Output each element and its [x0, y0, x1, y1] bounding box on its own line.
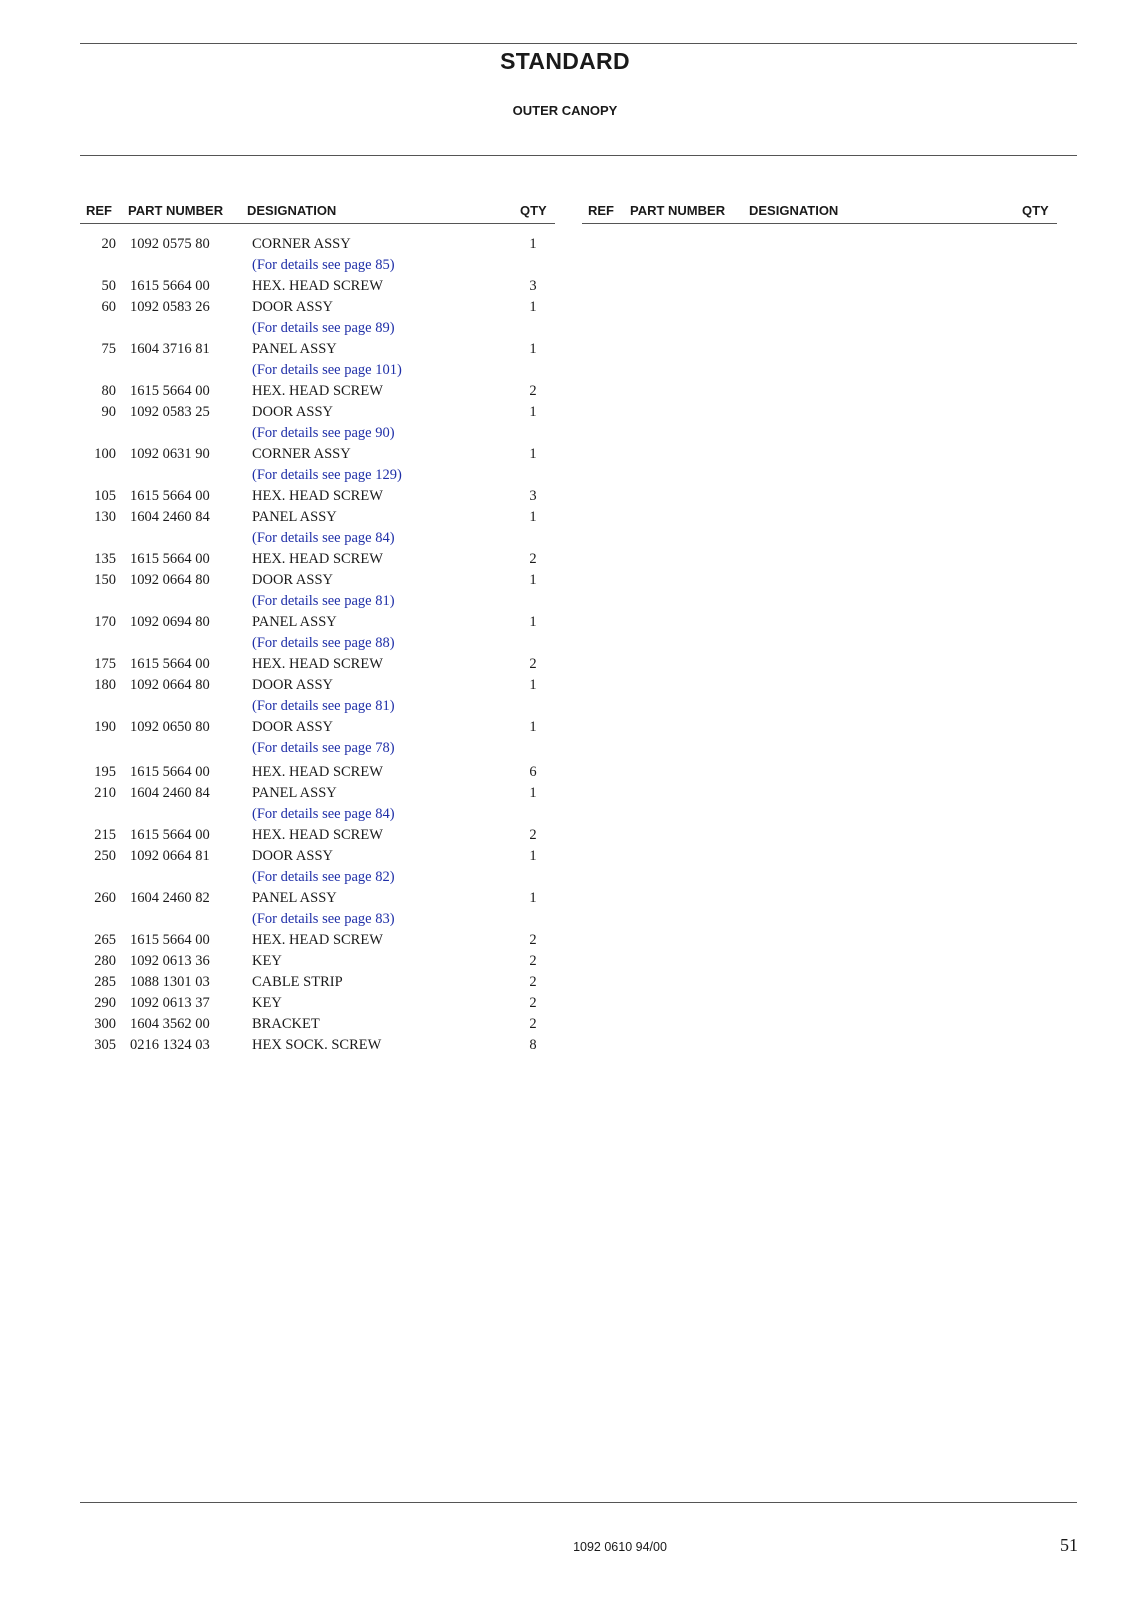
ref-cell: 50 — [101, 278, 116, 294]
detail-page-link[interactable]: (For details see page 81) — [252, 698, 395, 714]
qty-cell: 3 — [529, 278, 537, 294]
table-row — [84, 339, 568, 360]
table-row — [84, 993, 568, 1014]
ref-cell: 175 — [94, 656, 116, 672]
ref-cell: 300 — [94, 1016, 116, 1032]
ref-cell: 90 — [101, 404, 116, 420]
part-number-cell: 1604 3562 00 — [130, 1016, 210, 1032]
part-number-cell: 1092 0694 80 — [130, 614, 210, 630]
qty-cell: 1 — [529, 719, 537, 735]
table-row — [84, 276, 568, 297]
qty-cell: 1 — [529, 509, 537, 525]
ref-cell: 290 — [94, 995, 116, 1011]
ref-cell: 80 — [101, 383, 116, 399]
detail-note-row — [84, 804, 568, 825]
designation-cell: PANEL ASSY — [252, 890, 337, 906]
ref-cell: 105 — [94, 488, 116, 504]
col-part-header: PART NUMBER — [128, 203, 224, 218]
part-number-cell: 1615 5664 00 — [130, 551, 210, 567]
detail-page-link[interactable]: (For details see page 81) — [252, 593, 395, 609]
designation-cell: CORNER ASSY — [252, 236, 351, 252]
qty-cell: 2 — [529, 1016, 537, 1032]
detail-note-row — [84, 867, 568, 888]
part-number-cell: 1604 3716 81 — [130, 341, 210, 357]
qty-cell: 1 — [529, 236, 537, 252]
detail-note-row — [84, 591, 568, 612]
qty-cell: 2 — [529, 551, 537, 567]
designation-cell: PANEL ASSY — [252, 509, 337, 525]
part-number-cell: 1615 5664 00 — [130, 932, 210, 948]
detail-page-link[interactable]: (For details see page 84) — [252, 806, 395, 822]
footer-rule — [80, 1502, 1077, 1503]
detail-note-row — [84, 909, 568, 930]
ref-cell: 210 — [94, 785, 116, 801]
qty-cell: 2 — [529, 383, 537, 399]
qty-cell: 2 — [529, 932, 537, 948]
ref-cell: 180 — [94, 677, 116, 693]
qty-cell: 1 — [529, 404, 537, 420]
detail-note-row — [84, 465, 568, 486]
detail-note-row — [84, 738, 568, 759]
designation-cell: DOOR ASSY — [252, 719, 333, 735]
detail-page-link[interactable]: (For details see page 82) — [252, 869, 395, 885]
top-rule — [80, 43, 1077, 44]
col-qty-header: QTY — [520, 203, 547, 218]
part-number-cell: 1092 0613 36 — [130, 953, 210, 969]
designation-cell: CORNER ASSY — [252, 446, 351, 462]
designation-cell: BRACKET — [252, 1016, 320, 1032]
detail-page-link[interactable]: (For details see page 89) — [252, 320, 395, 336]
table-row — [84, 717, 568, 738]
part-number-cell: 1604 2460 84 — [130, 785, 210, 801]
designation-cell: DOOR ASSY — [252, 404, 333, 420]
page-number: 51 — [1060, 1535, 1078, 1555]
ref-cell: 250 — [94, 848, 116, 864]
designation-cell: DOOR ASSY — [252, 677, 333, 693]
ref-cell: 75 — [101, 341, 116, 357]
detail-note-row — [84, 255, 568, 276]
part-number-cell: 0216 1324 03 — [130, 1037, 210, 1053]
part-number-cell: 1088 1301 03 — [130, 974, 210, 990]
table-row — [84, 972, 568, 993]
qty-cell: 6 — [529, 764, 537, 780]
table-row — [84, 846, 568, 867]
qty-cell: 2 — [529, 953, 537, 969]
part-number-cell: 1604 2460 82 — [130, 890, 210, 906]
designation-cell: HEX. HEAD SCREW — [252, 656, 383, 672]
designation-cell: HEX SOCK. SCREW — [252, 1037, 382, 1053]
table-row — [84, 381, 568, 402]
page-subtitle: OUTER CANOPY — [512, 103, 618, 118]
designation-cell: PANEL ASSY — [252, 341, 337, 357]
detail-note-row — [84, 423, 568, 444]
table-row — [84, 612, 568, 633]
table-row — [84, 486, 568, 507]
designation-cell: PANEL ASSY — [252, 785, 337, 801]
ref-cell: 260 — [94, 890, 116, 906]
part-number-cell: 1092 0583 25 — [130, 404, 210, 420]
part-number-cell: 1615 5664 00 — [130, 656, 210, 672]
qty-cell: 8 — [529, 1037, 537, 1053]
ref-cell: 190 — [94, 719, 116, 735]
part-number-cell: 1615 5664 00 — [130, 764, 210, 780]
designation-cell: HEX. HEAD SCREW — [252, 383, 383, 399]
designation-cell: HEX. HEAD SCREW — [252, 551, 383, 567]
qty-cell: 1 — [529, 446, 537, 462]
qty-cell: 1 — [529, 299, 537, 315]
designation-cell: HEX. HEAD SCREW — [252, 932, 383, 948]
table-row — [84, 297, 568, 318]
col-designation-header: DESIGNATION — [749, 203, 839, 218]
qty-cell: 2 — [529, 827, 537, 843]
qty-cell: 1 — [529, 890, 537, 906]
part-number-cell: 1092 0664 81 — [130, 848, 210, 864]
part-number-cell: 1092 0583 26 — [130, 299, 210, 315]
ref-cell: 215 — [94, 827, 116, 843]
column-headers-left — [80, 203, 555, 224]
page-title: STANDARD — [500, 48, 630, 74]
column-headers-right — [582, 203, 1057, 224]
col-part-header: PART NUMBER — [630, 203, 726, 218]
col-ref-header: REF — [588, 203, 614, 218]
col-designation-header: DESIGNATION — [247, 203, 337, 218]
document-code: 1092 0610 94/00 — [573, 1540, 667, 1554]
parts-list — [84, 234, 568, 1056]
table-row — [84, 783, 568, 804]
ref-cell: 20 — [101, 236, 116, 252]
ref-cell: 280 — [94, 953, 116, 969]
part-number-cell: 1092 0664 80 — [130, 677, 210, 693]
table-row — [84, 549, 568, 570]
table-row — [84, 570, 568, 591]
qty-cell: 1 — [529, 785, 537, 801]
qty-cell: 2 — [529, 995, 537, 1011]
designation-cell: DOOR ASSY — [252, 848, 333, 864]
detail-page-link[interactable]: (For details see page 83) — [252, 911, 395, 927]
detail-note-row — [84, 633, 568, 654]
qty-cell: 1 — [529, 572, 537, 588]
ref-cell: 100 — [94, 446, 116, 462]
detail-page-link[interactable]: (For details see page 78) — [252, 740, 395, 756]
part-number-cell: 1615 5664 00 — [130, 827, 210, 843]
table-row — [84, 930, 568, 951]
qty-cell: 1 — [529, 677, 537, 693]
ref-cell: 135 — [94, 551, 116, 567]
ref-cell: 265 — [94, 932, 116, 948]
table-row — [84, 825, 568, 846]
detail-note-row — [84, 318, 568, 339]
header-bottom-rule — [80, 155, 1077, 156]
ref-cell: 305 — [94, 1037, 116, 1053]
table-row — [84, 951, 568, 972]
ref-cell: 130 — [94, 509, 116, 525]
designation-cell: HEX. HEAD SCREW — [252, 488, 383, 504]
detail-page-link[interactable]: (For details see page 101) — [252, 362, 402, 378]
designation-cell: KEY — [252, 953, 282, 969]
detail-note-row — [84, 360, 568, 381]
table-row — [84, 1035, 568, 1056]
detail-page-link[interactable]: (For details see page 88) — [252, 635, 395, 651]
part-number-cell: 1615 5664 00 — [130, 278, 210, 294]
ref-cell: 285 — [94, 974, 116, 990]
qty-cell: 2 — [529, 974, 537, 990]
table-row — [84, 888, 568, 909]
detail-page-link[interactable]: (For details see page 85) — [252, 257, 395, 273]
table-row — [84, 1014, 568, 1035]
table-row — [84, 234, 568, 255]
part-number-cell: 1092 0664 80 — [130, 572, 210, 588]
part-number-cell: 1092 0650 80 — [130, 719, 210, 735]
qty-cell: 1 — [529, 341, 537, 357]
qty-cell: 1 — [529, 848, 537, 864]
table-row — [84, 507, 568, 528]
detail-page-link[interactable]: (For details see page 84) — [252, 530, 395, 546]
col-qty-header: QTY — [1022, 203, 1049, 218]
ref-cell: 150 — [94, 572, 116, 588]
designation-cell: HEX. HEAD SCREW — [252, 278, 383, 294]
table-row — [84, 675, 568, 696]
designation-cell: CABLE STRIP — [252, 974, 343, 990]
detail-page-link[interactable]: (For details see page 129) — [252, 467, 402, 483]
detail-note-row — [84, 696, 568, 717]
qty-cell: 2 — [529, 656, 537, 672]
part-number-cell: 1615 5664 00 — [130, 488, 210, 504]
designation-cell: KEY — [252, 995, 282, 1011]
designation-cell: DOOR ASSY — [252, 572, 333, 588]
qty-cell: 3 — [529, 488, 537, 504]
table-row — [84, 444, 568, 465]
designation-cell: HEX. HEAD SCREW — [252, 827, 383, 843]
table-row — [84, 402, 568, 423]
designation-cell: HEX. HEAD SCREW — [252, 764, 383, 780]
table-row — [84, 762, 568, 783]
ref-cell: 170 — [94, 614, 116, 630]
part-number-cell: 1092 0631 90 — [130, 446, 210, 462]
designation-cell: PANEL ASSY — [252, 614, 337, 630]
ref-cell: 60 — [101, 299, 116, 315]
part-number-cell: 1092 0613 37 — [130, 995, 210, 1011]
designation-cell: DOOR ASSY — [252, 299, 333, 315]
part-number-cell: 1092 0575 80 — [130, 236, 210, 252]
part-number-cell: 1615 5664 00 — [130, 383, 210, 399]
detail-note-row — [84, 528, 568, 549]
part-number-cell: 1604 2460 84 — [130, 509, 210, 525]
table-row — [84, 654, 568, 675]
col-ref-header: REF — [86, 203, 112, 218]
qty-cell: 1 — [529, 614, 537, 630]
detail-page-link[interactable]: (For details see page 90) — [252, 425, 395, 441]
ref-cell: 195 — [94, 764, 116, 780]
